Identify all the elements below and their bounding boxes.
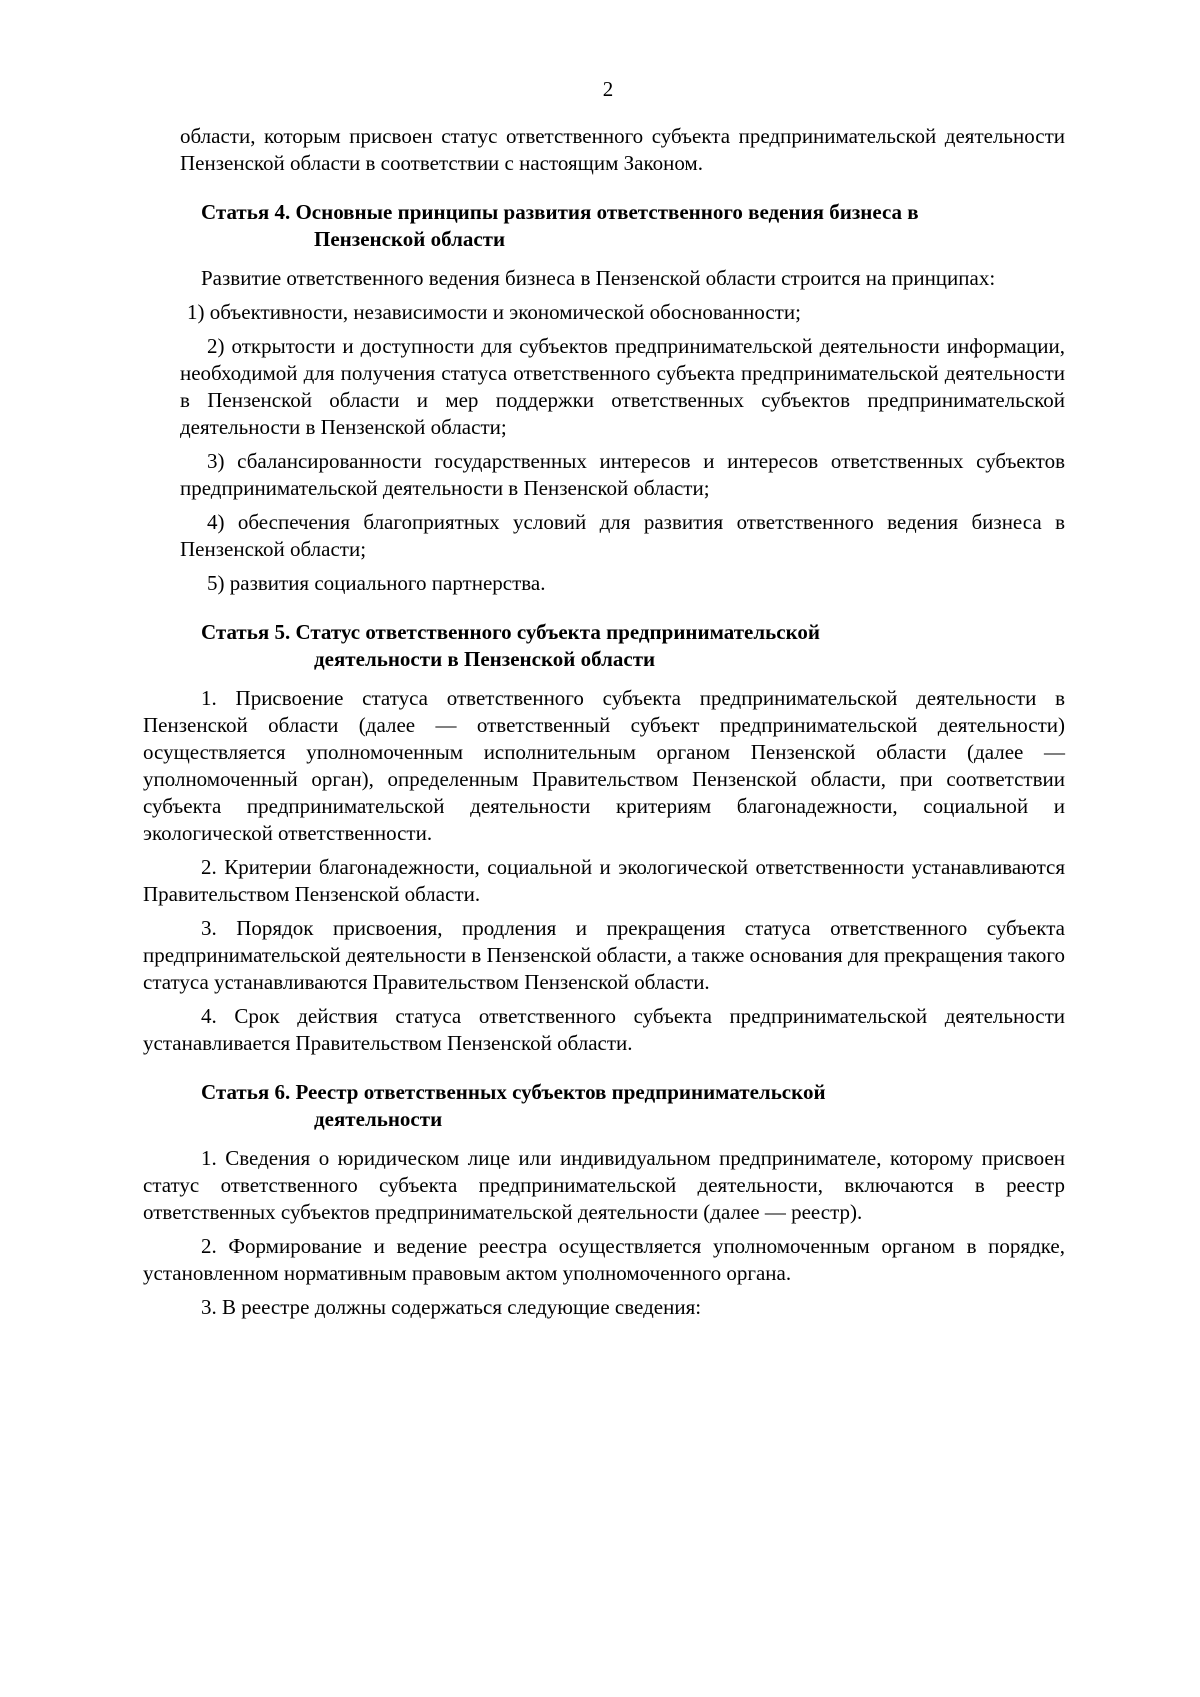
article-4-item-3: 3) сбалансированности государственных интересов и интересов ответственных субъектов предпринимательской деятельности в Пензенской области; [180, 449, 1065, 500]
article-4-lead: Развитие ответственного ведения бизнеса в Пензенской области строится на принципах: [201, 266, 996, 290]
article-5-heading-line1: Статья 5. Статус ответственного субъекта предпринимательской [201, 620, 820, 644]
article-4-item-5: 5) развития социального партнерства. [207, 571, 546, 595]
article-4-heading-line2: Пензенской области [314, 227, 506, 251]
article-5-paragraph-2: 2. Критерии благонадежности, социальной и экологической ответственности устанавливаются Правительством Пензенской области. [143, 855, 1065, 906]
article-4-item-2: 2) открытости и доступности для субъектов предпринимательской деятельности информации, необходимой для получения статуса ответственного субъекта предпринимательской деятельности в Пензенской области и мер поддержки ответственных субъектов предпринимательской деятельности в Пензенской области; [180, 334, 1065, 439]
article-4-heading [143, 199, 1065, 253]
article-5-heading [143, 619, 1065, 673]
article-6-paragraph-2: 2. Формирование и ведение реестра осуществляется уполномоченным органом в порядке, установленном нормативным правовым актом уполномоченного органа. [143, 1234, 1065, 1285]
article-5-paragraph-1: 1. Присвоение статуса ответственного субъекта предпринимательской деятельности в Пензенской области (далее — ответственный субъект предпринимательской деятельности) осуществляется уполномоченным исполнительным органом Пензенской области (далее — уполномоченный орган), определенным Правительством Пензенской области, при соответствии субъекта предпринимательской деятельности критериям благонадежности, социальной и экологической ответственности. [143, 686, 1065, 845]
article-6-heading-line2: деятельности [314, 1107, 443, 1131]
article-4-item-4: 4) обеспечения благоприятных условий для развития ответственного ведения бизнеса в Пензенской области; [180, 510, 1065, 561]
article-6-paragraph-1: 1. Сведения о юридическом лице или индивидуальном предпринимателе, которому присвоен статус ответственного субъекта предпринимательской деятельности, включаются в реестр ответственных субъектов предпринимательской деятельности (далее — реестр). [143, 1146, 1065, 1224]
article-4-item-1: 1) объективности, независимости и экономической обоснованности; [187, 300, 801, 324]
article-5-paragraph-4: 4. Срок действия статуса ответственного субъекта предпринимательской деятельности устанавливается Правительством Пензенской области. [143, 1004, 1065, 1055]
article-5-paragraph-3: 3. Порядок присвоения, продления и прекращения статуса ответственного субъекта предпринимательской деятельности в Пензенской области, а также основания для прекращения такого статуса устанавливаются Правительством Пензенской области. [143, 916, 1065, 994]
article-6-heading-line1: Статья 6. Реестр ответственных субъектов предпринимательской [201, 1080, 826, 1104]
page-number: 2 [602, 77, 614, 101]
article-4-heading-line1: Статья 4. Основные принципы развития ответственного ведения бизнеса в [201, 200, 919, 224]
intro-paragraph: области, которым присвоен статус ответственного субъекта предпринимательской деятельности Пензенской области в соответствии с настоящим Законом. [180, 124, 1065, 175]
article-6-paragraph-3: 3. В реестре должны содержаться следующие сведения: [201, 1295, 702, 1319]
article-5-heading-line2: деятельности в Пензенской области [314, 647, 656, 671]
article-6-heading [143, 1079, 1065, 1133]
